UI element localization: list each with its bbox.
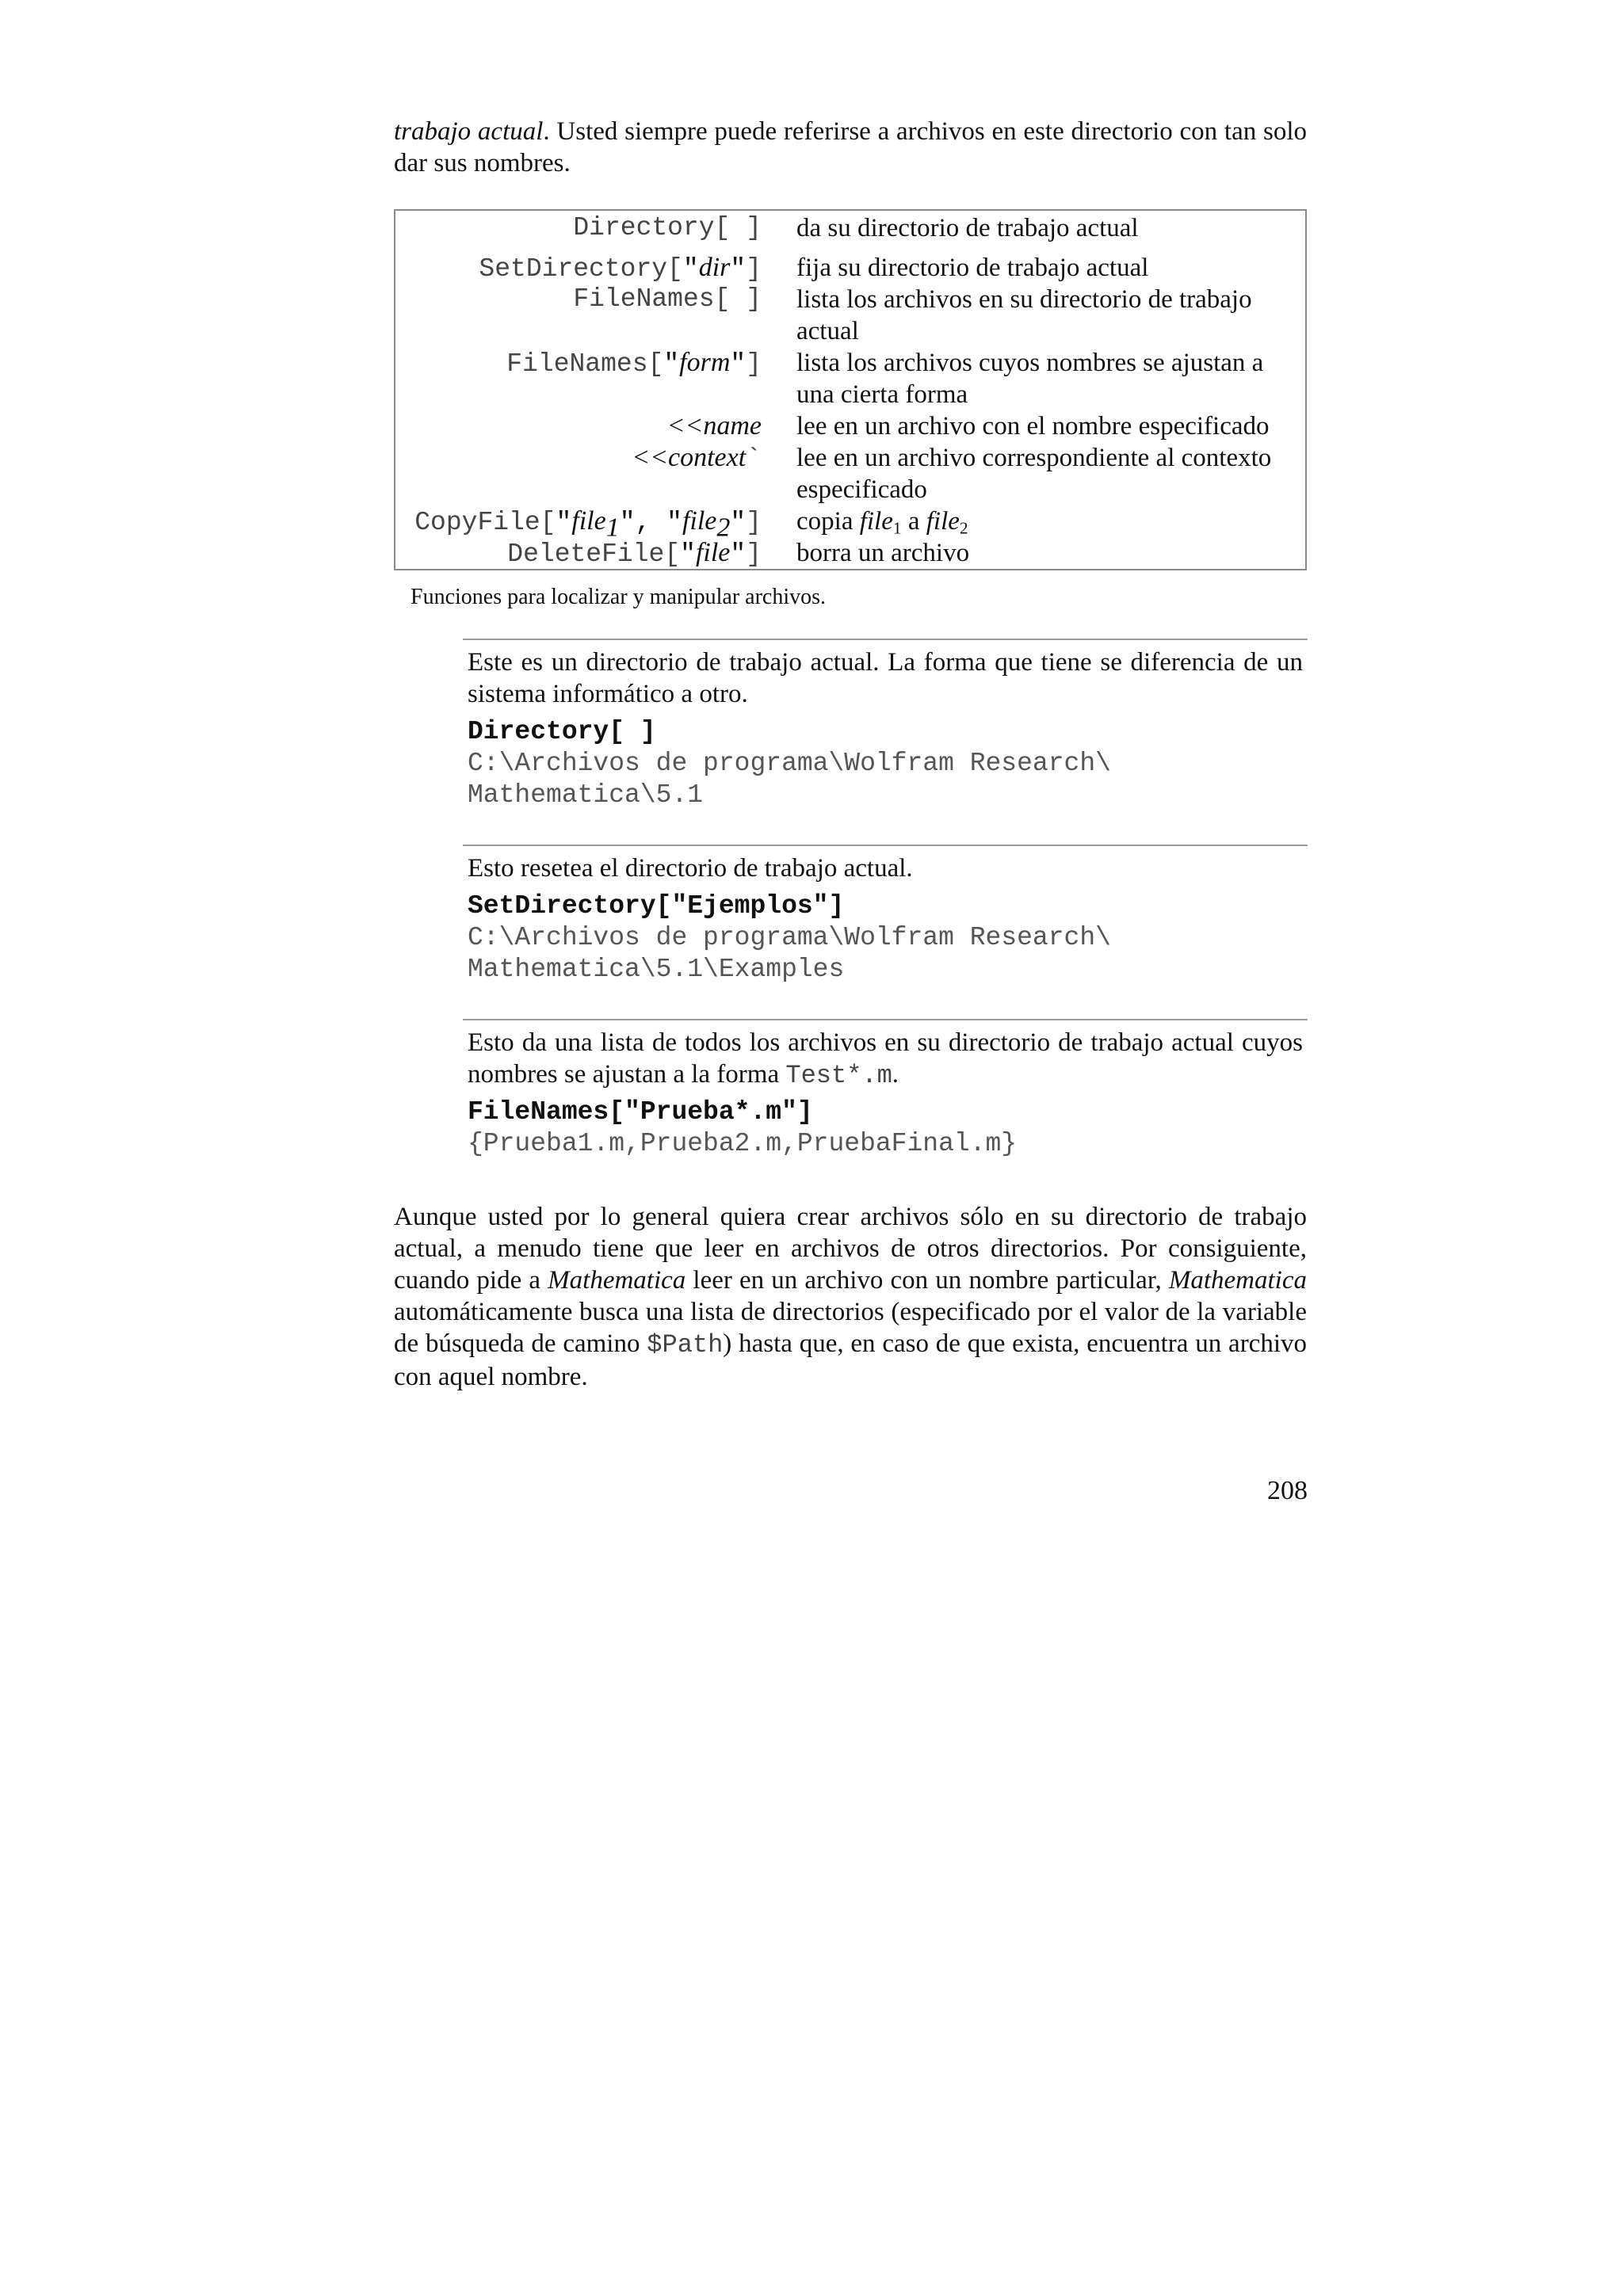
function-code: CopyFile["file$_1$", "file$_2$"] xyxy=(414,506,762,543)
cell-output: Mathematica\5.1 xyxy=(468,780,704,810)
function-description: lee en un archivo con el nombre especificado xyxy=(796,412,1270,441)
path-variable-code: $Path xyxy=(647,1330,724,1360)
cell-input[interactable]: Directory[ ] xyxy=(468,717,656,746)
inline-code: Test*.m xyxy=(785,1061,892,1090)
cell-output: C:\Archivos de programa\Wolfram Research\ xyxy=(468,749,1111,778)
cell-input[interactable]: SetDirectory["Ejemplos"] xyxy=(468,891,845,921)
intro-paragraph xyxy=(394,116,1307,179)
function-description: lista los archivos cuyos nombres se ajustan a una cierta forma xyxy=(796,349,1264,409)
function-description: fija su directorio de trabajo actual xyxy=(796,254,1149,282)
cell-input[interactable]: FileNames["Prueba*.m"] xyxy=(468,1097,813,1127)
function-code: FileNames[ ] xyxy=(573,284,762,314)
table-caption: Funciones para localizar y manipular archivos. xyxy=(411,585,827,609)
cell-divider xyxy=(463,639,1308,640)
cell-description: Este es un directorio de trabajo actual. La forma que tiene se diferencia de un sistema informático a otro. xyxy=(468,648,1303,708)
cell-divider xyxy=(463,845,1308,846)
function-code: Directory[ ] xyxy=(573,213,762,242)
function-description: lee en un archivo correspondiente al contexto especificado xyxy=(796,444,1272,504)
function-code: SetDirectory["dir"] xyxy=(479,253,762,284)
cell-output: Mathematica\5.1\Examples xyxy=(468,955,845,984)
function-description: copia file$_1$ a file$_2$ xyxy=(796,507,968,538)
function-table xyxy=(394,209,1307,570)
function-description: da su directorio de trabajo actual xyxy=(796,214,1139,242)
cell-description: Esto da una lista de todos los archivos en su directorio de trabajo actual cuyos nombres se ajustan a la forma Test*.m. xyxy=(468,1028,1303,1090)
function-description: lista los archivos en su directorio de trabajo actual xyxy=(796,285,1252,345)
function-code: DeleteFile["file"] xyxy=(507,538,762,569)
closing-paragraph: Aunque usted por lo general quiera crear archivos sólo en su directorio de trabajo actual, a menudo tiene que leer en archivos de otros directorios. Por consiguiente, cuando pide a Mathematica leer en un archivo con un nombre particular, Mathematica automáticamente busca una lista de directorios (especificado por el valor de la variable de búsqueda de camino $Path) hasta que, en caso de que exista, encuentra un archivo con aquel nombre. xyxy=(394,1203,1307,1391)
intro-italic-lead: trabajo actual xyxy=(394,117,544,146)
cell-description: Esto resetea el directorio de trabajo actual. xyxy=(468,854,913,883)
function-code: FileNames["form"] xyxy=(506,348,762,379)
example-cell xyxy=(463,639,1308,821)
example-cell xyxy=(463,845,1308,1011)
cell-output: {Prueba1.m,Prueba2.m,PruebaFinal.m} xyxy=(468,1129,1018,1158)
cell-output: C:\Archivos de programa\Wolfram Research\ xyxy=(468,923,1111,952)
function-code: <<context` xyxy=(632,443,762,474)
page-number: 208 xyxy=(1267,1476,1308,1505)
function-description: borra un archivo xyxy=(796,539,970,567)
function-code: <<name xyxy=(666,411,762,441)
intro-text: . Usted siempre puede referirse a archivos en este directorio con tan solo dar sus nombres. xyxy=(394,117,1307,177)
example-cell xyxy=(463,1019,1308,1177)
cell-divider xyxy=(463,1019,1308,1020)
